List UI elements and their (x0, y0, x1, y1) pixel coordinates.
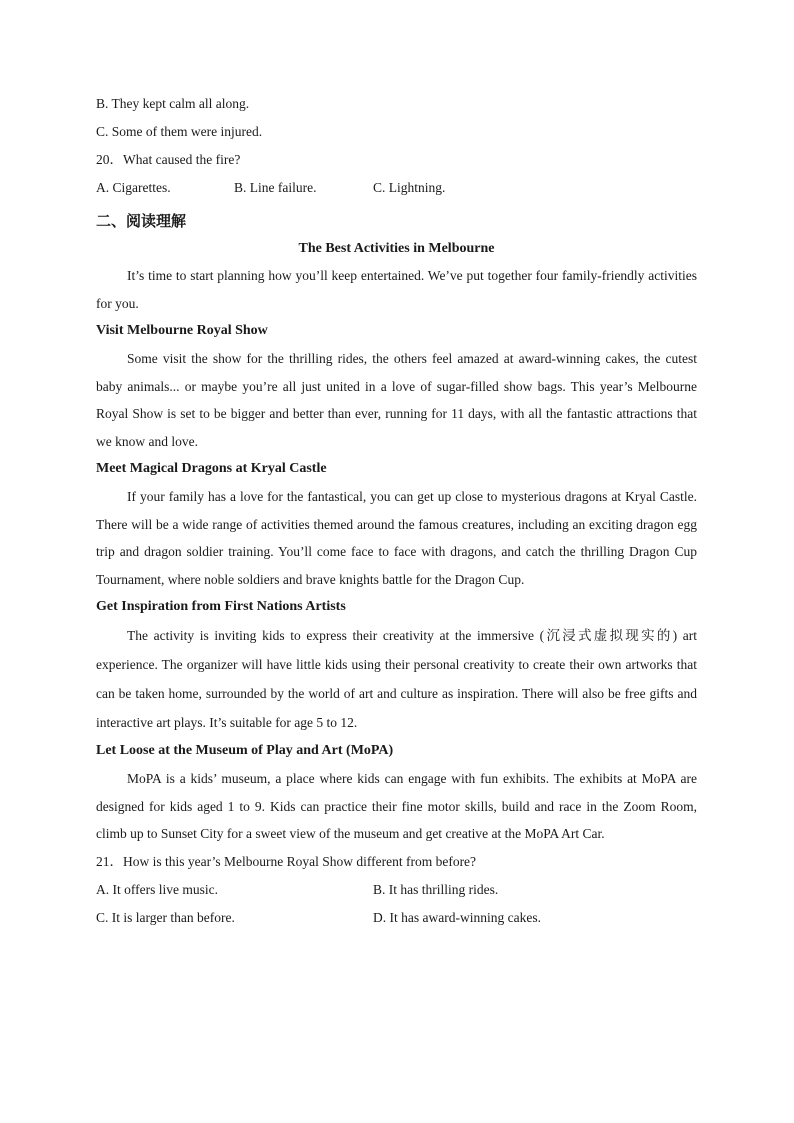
section-4-heading: Let Loose at the Museum of Play and Art (MoPA) (96, 743, 394, 758)
q20-option-c: C. Lightning. (373, 180, 446, 195)
section-1-text: Some visit the show for the thrilling rides, the others feel amazed at award-winning cakes, the cutest baby animals... or maybe you’re all just united in a love of sugar-filled show bags. This year’s Melbourne Royal Show is set to be bigger and better than ever, running for 11 days, with all the fantastic attractions that we know and love. (96, 351, 697, 449)
q21-options-row-1 (96, 876, 697, 904)
section-1-heading: Visit Melbourne Royal Show (96, 323, 268, 338)
q21-option-a: A. It offers live music. (96, 881, 218, 897)
section-3-text: The activity is inviting kids to express their creativity at the immersive (沉浸式虚拟现实的) art experience. The organizer will have little kids using their personal creativity to create their own artworks that can be taken home, surrounded by the world of art and culture as inspiration. There will also be free gifts and interactive art plays. It’s suitable for age 5 to 12. (96, 628, 697, 730)
exam-page (96, 90, 697, 932)
section-2-text: If your family has a love for the fantastical, you can get up close to mysterious dragons at Kryal Castle. There will be a wide range of activities themed around the famous creatures, including an exciting dragon egg trip and dragon soldier training. You’ll come face to face with dragons, and catch the thrilling Dragon Cup Tournament, where noble soldiers and brave knights battle for the Dragon Cup. (96, 489, 697, 587)
section-3-heading: Get Inspiration from First Nations Artists (96, 599, 346, 614)
q20-stem: 20．What caused the fire? (96, 152, 241, 167)
q20-options (96, 174, 697, 202)
q20-option-b: B. Line failure. (234, 180, 317, 195)
section-heading: 二、阅读理解 (96, 212, 187, 230)
q21-options-row-2 (96, 904, 697, 932)
passage-title: The Best Activities in Melbourne (298, 241, 495, 256)
q21-option-c: C. It is larger than before. (96, 909, 235, 925)
q21-stem: 21．How is this year’s Melbourne Royal Show different from before? (96, 853, 477, 869)
q20-option-a: A. Cigarettes. (96, 180, 171, 195)
q19-option-b: B. They kept calm all along. (96, 96, 250, 111)
section-4-text: MoPA is a kids’ museum, a place where kids can engage with fun exhibits. The exhibits at MoPA are designed for kids aged 1 to 9. Kids can practice their fine motor skills, build and race in the Zoom Room, climb up to Sunset City for a sweet view of the museum and get creative at the MoPA Art Car. (96, 771, 697, 841)
section-2-heading: Meet Magical Dragons at Kryal Castle (96, 461, 327, 476)
q21-option-d: D. It has award-winning cakes. (373, 909, 541, 925)
q19-option-c: C. Some of them were injured. (96, 124, 263, 139)
q21-option-b: B. It has thrilling rides. (373, 881, 499, 897)
passage-intro: It’s time to start planning how you’ll keep entertained. We’ve put together four family-friendly activities for you. (96, 268, 697, 311)
